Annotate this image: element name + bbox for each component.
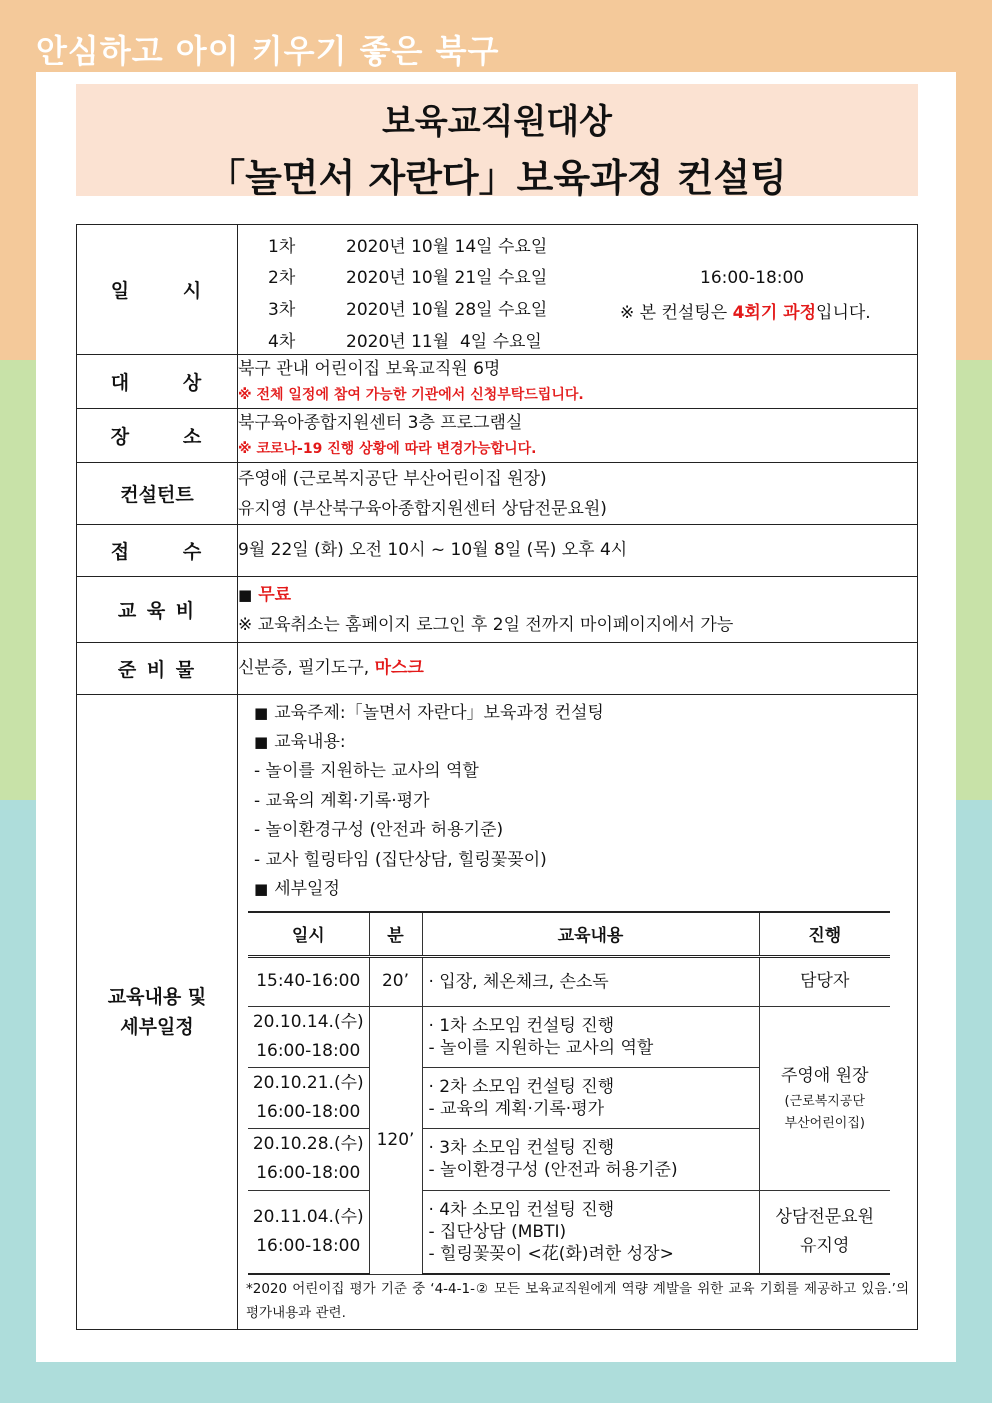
content-item: - 놀이를 지원하는 교사의 역할 (254, 761, 479, 781)
label-consultant: 컨설턴트 (77, 463, 238, 525)
slogan: 안심하고 아이 키우기 좋은 북구 (36, 32, 500, 70)
content-head: ■ 교육내용: (254, 732, 346, 752)
row-fee (77, 577, 918, 643)
row-target (77, 355, 918, 409)
label-content: 교육내용 및 세부일정 (77, 695, 238, 1330)
schedule-round: 2차 2020년 10월 21일 수요일 (268, 267, 548, 288)
detail-schedule-table (248, 911, 890, 1276)
row-content (77, 695, 918, 1330)
content-item: - 교사 힐링타임 (집단상담, 힐링꽃꽂이) (254, 849, 547, 870)
target-note: ※ 전체 일정에 참여 가능한 기관에서 신청부탁드립니다. (238, 387, 584, 403)
schedule-round: 4차 2020년 11월 4일 수요일 (268, 331, 542, 352)
header-minutes: 분 (369, 912, 422, 957)
title-box (76, 84, 918, 200)
supplies-text: 신분증, 필기도구, 마스크 (238, 658, 424, 678)
label-target: 대 상 (77, 355, 238, 409)
row-consultant (77, 463, 918, 525)
schedule-round: 1차 2020년 10월 14일 수요일 (268, 236, 548, 257)
table-row: 15:40-16:00 20’ · 입장, 체온체크, 손소독 담당자 (248, 956, 890, 1006)
lead-2: 상담전문요원 유지영 (759, 1190, 890, 1274)
place-text: 북구육아종합지원센터 3층 프로그램실 (238, 413, 523, 433)
info-table (76, 224, 918, 1330)
row-supplies (77, 643, 918, 695)
consultant-line-1: 주영애 (근로복지공단 부산어린이집 원장) (238, 468, 547, 489)
schedule-round: 3차 2020년 10월 28일 수요일 (268, 299, 548, 320)
target-text: 북구 관내 어린이집 보육교직원 6명 (238, 359, 501, 379)
schedule-time: 16:00-18:00 (700, 267, 805, 288)
schedule-note: ※ 본 컨설팅은 4회기 과정입니다. (620, 302, 871, 323)
session-minutes: 120’ (369, 1006, 422, 1274)
place-note: ※ 코로나-19 진행 상황에 따라 변경가능합니다. (238, 441, 537, 457)
table-row: 20.11.04.(수) 16:00-18:00 · 4차 소모임 컨설팅 진행 - 집단상담 (MBTI) - 힐링꽃꽂이 <花(화)려한 성장> 상담전문요원 유지영 (248, 1190, 890, 1274)
header-lead: 진행 (759, 912, 890, 957)
bullet-square-icon: ■ (254, 704, 269, 722)
label-fee: 교 육 비 (77, 577, 238, 643)
header-content: 교육내용 (422, 912, 759, 957)
bullet-square-icon: ■ (254, 880, 269, 898)
footnote: *2020 어린이집 평가 기준 중 ‘4-4-1-② 모든 보육교직원에게 역량 계발을 위한 교육 기회를 제공하고 있음.’의 평가내용과 관련. (246, 1281, 909, 1321)
consultant-line-2: 유지영 (부산북구육아종합지원센터 상담전문요원) (238, 498, 607, 519)
table-row: 20.10.21.(수) 16:00-18:00 · 2차 소모임 컨설팅 진행 - 교육의 계획·기록·평가 (248, 1067, 890, 1128)
row-reception (77, 525, 918, 577)
fee-note: ※ 교육취소는 홈페이지 로그인 후 2일 전까지 마이페이지에서 가능 (238, 614, 734, 635)
lead-1: 주영애 원장 (근로복지공단 부산어린이집) (759, 1006, 890, 1190)
fee-value: ■ 무료 (238, 584, 292, 605)
title-line-1: 보육교직원대상 (382, 102, 612, 142)
row-place (77, 409, 918, 463)
document-sheet (36, 72, 956, 1362)
bullet-square-icon: ■ (238, 585, 253, 604)
content-item: - 놀이환경구성 (안전과 허용기준) (254, 820, 504, 840)
label-reception: 접 수 (77, 525, 238, 577)
label-schedule: 일 시 (77, 225, 238, 355)
bullet-square-icon: ■ (254, 733, 269, 751)
reception-text: 9월 22일 (화) 오전 10시 ~ 10월 8일 (목) 오후 4시 (238, 540, 628, 560)
table-row: 20.10.14.(수) 16:00-18:00 120’ · 1차 소모임 컨설팅 진행 - 놀이를 지원하는 교사의 역할 주영애 원장 (근로복지공단 부산어린이집) (248, 1006, 890, 1067)
detail-head: ■ 세부일정 (254, 879, 340, 899)
content-topic: ■ 교육주제:「놀면서 자란다」보육과정 컨설팅 (254, 703, 604, 723)
label-place: 장 소 (77, 409, 238, 463)
detail-table-header (248, 912, 890, 957)
content-item: - 교육의 계획·기록·평가 (254, 790, 430, 811)
table-row: 20.10.28.(수) 16:00-18:00 · 3차 소모임 컨설팅 진행 - 놀이환경구성 (안전과 허용기준) (248, 1128, 890, 1190)
schedule-block (238, 228, 917, 352)
label-supplies: 준 비 물 (77, 643, 238, 695)
title-line-2: 「놀면서 자란다」보육과정 컨설팅 (207, 156, 787, 200)
header-datetime: 일시 (248, 912, 369, 957)
row-schedule (77, 225, 918, 355)
